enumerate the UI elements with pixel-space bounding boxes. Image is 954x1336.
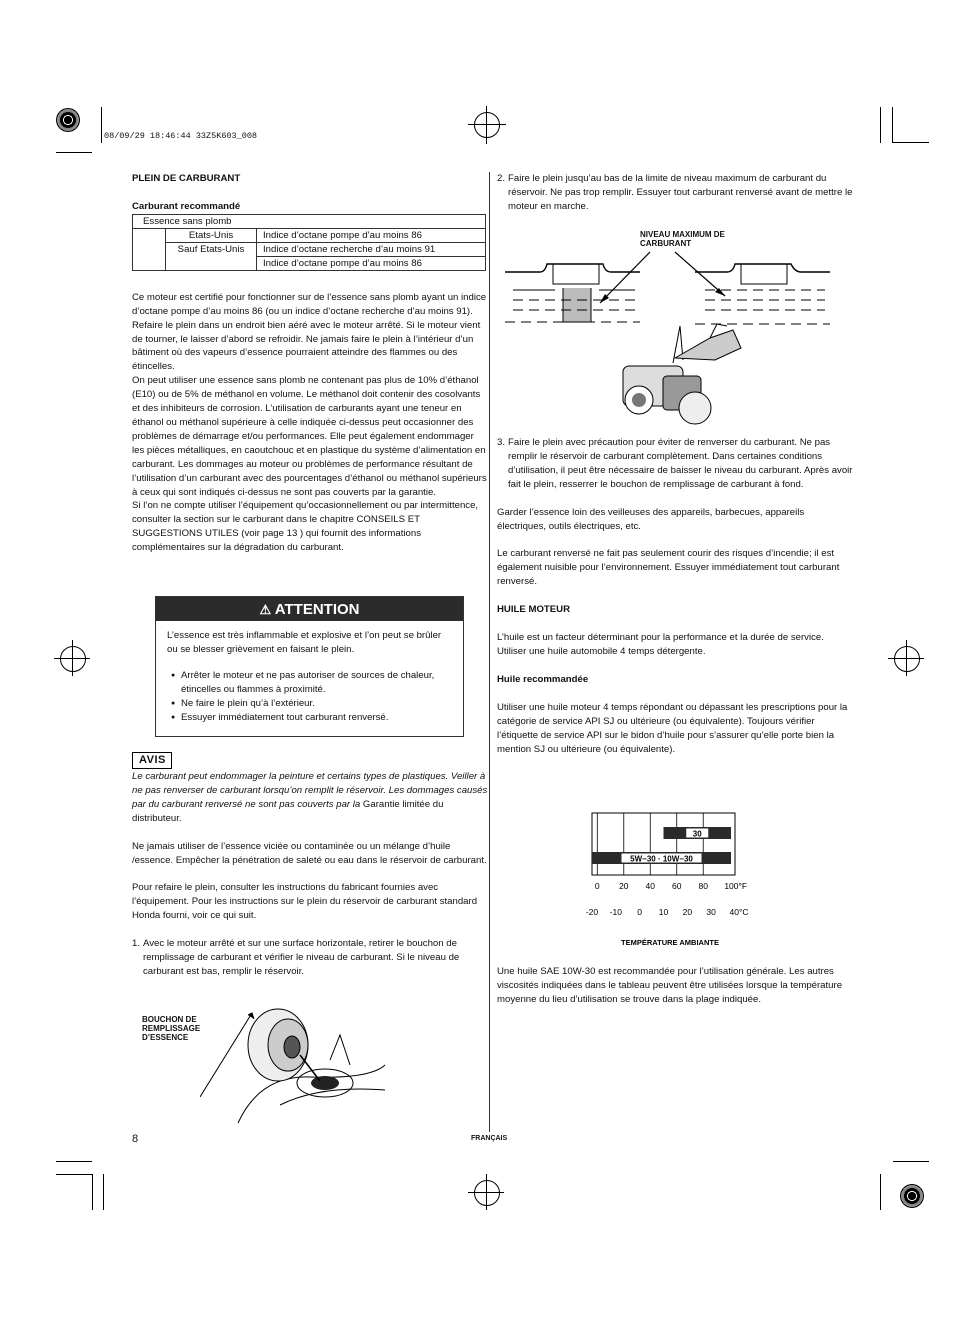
tick-label-c: 10 (658, 907, 669, 917)
tick-label-f: 60 (672, 881, 682, 891)
step-text: Faire le plein avec précaution pour éviter de renverser du carburant. Ne pas remplir le réservoir de carburant complètement. Dans certaines conditions d’utilisation, il peut être nécessaire de baisser le niveau du carburant. Après avoir fait le plein, resserrer le bouchon de remplissage de carburant à fond. (508, 437, 853, 490)
oil-title: HUILE MOTEUR (497, 604, 571, 616)
crop-mark (103, 1174, 104, 1210)
paragraph: Si l’on ne compte utiliser l’équipement qu’occasionnellement ou par intermittence, consulter la section sur le carburant dans le chapitre CONSEILS ET SUGGESTIONS UTILES (voir page 13 ) qui fournit des informations complémentaires sur la dégradation du carburant. (132, 500, 479, 554)
tick-label-c: 30 (706, 907, 716, 917)
crosshair-top (474, 112, 500, 138)
attention-header (156, 597, 463, 621)
crop-mark (880, 1174, 881, 1210)
crosshair-right (894, 646, 920, 672)
attention-item: ● Essuyer immédiatement tout carburant renversé. (171, 711, 452, 725)
cap-label-line: BOUCHON DE (142, 1015, 197, 1024)
tank-level-illustration (505, 248, 835, 428)
viscosity-bar-label: 30 (692, 829, 702, 839)
tick-label-c: -20 (585, 907, 599, 917)
paragraph: On peut utiliser une essence sans plomb ne contenant pas plus de 10% d’éthanol (E10) ou de 5% de méthanol en volume. Le méthanol doit contenir des cosolvants et des inhibiteurs de corrosion. L’utilisation de carburants ayant une teneur en éthanol ou méthanol supérieure à celle indiquée ci-dessus peut occasionner des problèmes de démarrage et/ou performances. Elle peut également endommager les pièces métalliques, en caoutchouc et en plastique du système d’alimentation en carburant. Les dommages au moteur ou problèmes de performance résultant de l’utilisation d’un carburant avec des pourcentages d’éthanol ou méthanol supérieurs à ceux qui sont indiqués ci-dessus ne sont pas couverts par la garantie. (132, 375, 487, 498)
crosshair-line (468, 124, 506, 125)
fuel-table-head: Essence sans plomb (133, 214, 486, 228)
crop-mark (893, 1161, 929, 1162)
left-column (132, 172, 488, 555)
crop-mark (892, 107, 893, 143)
fuel-table-cell: Indice d’octane pompe d’au moins 86 (257, 228, 486, 242)
level-label-line: NIVEAU MAXIMUM DE (640, 230, 725, 239)
x-axis-label: TEMPÉRATURE AMBIANTE (621, 938, 719, 947)
oil-rec-title: Huile recommandée (497, 673, 589, 685)
attention-item: ● Arrêter le moteur et ne pas autoriser de sources de chaleur, étincelles ou flammes à proximité. (171, 669, 452, 697)
crop-mark (92, 1174, 93, 1210)
crosshair-line (54, 658, 90, 659)
avis-label: AVIS (132, 752, 172, 769)
tick-label-f: 100°F (724, 881, 748, 891)
tick-label-f: 20 (619, 881, 629, 891)
viscosity-bar-label: 5W−30 · 10W−30 (630, 854, 693, 864)
tick-label-c: 20 (682, 907, 693, 917)
section-title: PLEIN DE CARBURANT (132, 173, 241, 184)
step-number: 3. (497, 437, 506, 448)
crop-mark (56, 152, 92, 153)
right-column (497, 172, 853, 214)
crosshair-line (888, 658, 924, 659)
step-text: Faire le plein jusqu’au bas de la limite de niveau maximum de carburant du réservoir. Ne pas trop remplir. Essuyer tout carburant renversé avant de mettre le moteur en marche. (508, 173, 853, 212)
attention-item: ● Ne faire le plein qu’à l’extérieur. (171, 697, 452, 711)
tick-label-c: 40°C (729, 907, 749, 917)
cap-label-line: D’ESSENCE (142, 1033, 189, 1042)
paragraph: Ne jamais utiliser de l’essence viciée ou contaminée ou un mélange d’huile /essence. Empêcher la pénétration de saleté ou eau dans le réservoir de carburant. (132, 840, 487, 866)
fuel-table (132, 214, 486, 271)
fuel-title: Carburant recommandé (132, 200, 241, 212)
fuel-table-cell: Sauf Etats-Unis (166, 242, 257, 270)
fuel-cap-illustration (200, 1005, 390, 1130)
header-stamp: 08/09/29 18:46:44 33Z5K603_008 (104, 131, 258, 141)
chart-frame (592, 813, 735, 875)
step-number: 2. (497, 173, 506, 184)
tick-label-f: 80 (698, 881, 708, 891)
step-text: Avec le moteur arrêté et sur une surface horizontale, retirer le bouchon de remplissage de carburant et vérifier le niveau de carburant. Si le niveau de carburant est bas, remplir le réservoir. (143, 938, 460, 977)
crosshair-line (486, 106, 487, 144)
crop-mark (101, 107, 102, 143)
page-number: 8 (132, 1133, 139, 1145)
crop-mark (56, 1174, 92, 1175)
crosshair-left (60, 646, 86, 672)
tick-label-c: -10 (609, 907, 622, 917)
paragraph: Une huile SAE 10W-30 est recommandée pour l’utilisation générale. Les autres viscosités indiquées dans le tableau peuvent être utilisées lorsque la température moyenne du lieu d’utilisation se trouve dans la plage indiquée. (497, 966, 843, 1005)
fuel-table-cell: Indice d’octane recherche d’au moins 91 (257, 242, 486, 256)
paragraph: Ce moteur est certifié pour fonctionner sur de l’essence sans plomb ayant un indice d’octane pompe d’au moins 86 (ou un indice d’octane recherche d’au moins 91). (132, 291, 487, 317)
paragraph: Refaire le plein dans un endroit bien aéré avec le moteur arrêté. Si le moteur vient de tourner, le laisser d’abord se refroidir. Ne jamais faire le plein à l’intérieur d’un bâtiment où des vapeurs d’essence pourraient atteindre des flammes ou des étincelles. (132, 319, 481, 373)
crosshair-bottom (474, 1180, 500, 1206)
level-label (640, 230, 725, 248)
avis-text-normal: Garantie limitée du distributeur. (132, 798, 444, 824)
avis-text: Le carburant peut endommager la peinture et certains types de plastiques. Veiller à ne pas renverser de carburant lorsqu’on remplit le réservoir. Les dommages causés par du carburant renversé ne sont pas couverts par la (132, 771, 488, 810)
right-column-lower (497, 436, 853, 756)
attention-box (155, 596, 464, 737)
left-column-lower (132, 770, 488, 979)
column-divider (489, 172, 490, 1132)
oil-paragraph (497, 965, 853, 1007)
oil-viscosity-chart (570, 805, 770, 950)
crosshair-line (468, 1192, 504, 1193)
paragraph: L’huile est un facteur déterminant pour la performance et la durée de service. Utiliser une huile automobile 4 temps détergente. (497, 632, 824, 657)
paragraph: Le carburant renversé ne fait pas seulement courir des risques d’incendie; il est également nuisible pour l’environnement. Essuyer immédiatement tout carburant renversé. (497, 548, 840, 588)
paragraph: Garder l’essence loin des veilleuses des appareils, barbecues, appareils électriques, outils électriques, etc. (497, 506, 805, 532)
crop-mark (893, 142, 929, 143)
paragraph: Pour refaire le plein, consulter les instructions du fabricant fournies avec l’équipement. Pour les instructions sur le plein du réservoir de carburant standard Honda fourni, voir ce qui suit. (132, 882, 478, 922)
paragraph: Utiliser une huile moteur 4 temps répondant ou dépassant les prescriptions pour la catégorie de service API SJ ou ultérieure (ou équivalente). Toujours vérifier l’étiquette de service API sur le bidon d’huile pour s’assurer qu’elle porte bien la mention SJ ou ultérieure (ou équivalente). (497, 701, 848, 755)
cap-label-line: REMPLISSAGE (142, 1024, 201, 1033)
tick-label-f: 40 (645, 881, 655, 891)
fuel-table-cell: Indice d’octane pompe d’au moins 86 (257, 256, 486, 270)
registration-mark-bottom-right (900, 1184, 924, 1208)
crop-mark (56, 1161, 92, 1162)
crop-mark (880, 107, 881, 143)
registration-mark-top-left (56, 108, 80, 132)
footer-language: FRANÇAIS (471, 1135, 508, 1142)
cap-label (142, 1015, 200, 1042)
fuel-table-cell: Etats-Unis (166, 228, 257, 242)
attention-body: L’essence est très inflammable et explosive et l’on peut se brûler ou se blesser grièvement en faisant le plein. (167, 630, 442, 655)
attention-title: ATTENTION (274, 601, 360, 618)
step-number: 1. (132, 938, 141, 950)
tick-label-f: 0 (594, 881, 600, 891)
level-label-line: CARBURANT (640, 239, 692, 248)
warning-icon: ⚠ (259, 602, 272, 617)
fuel-table-spacer (133, 228, 166, 270)
tick-label-c: 0 (637, 907, 643, 917)
